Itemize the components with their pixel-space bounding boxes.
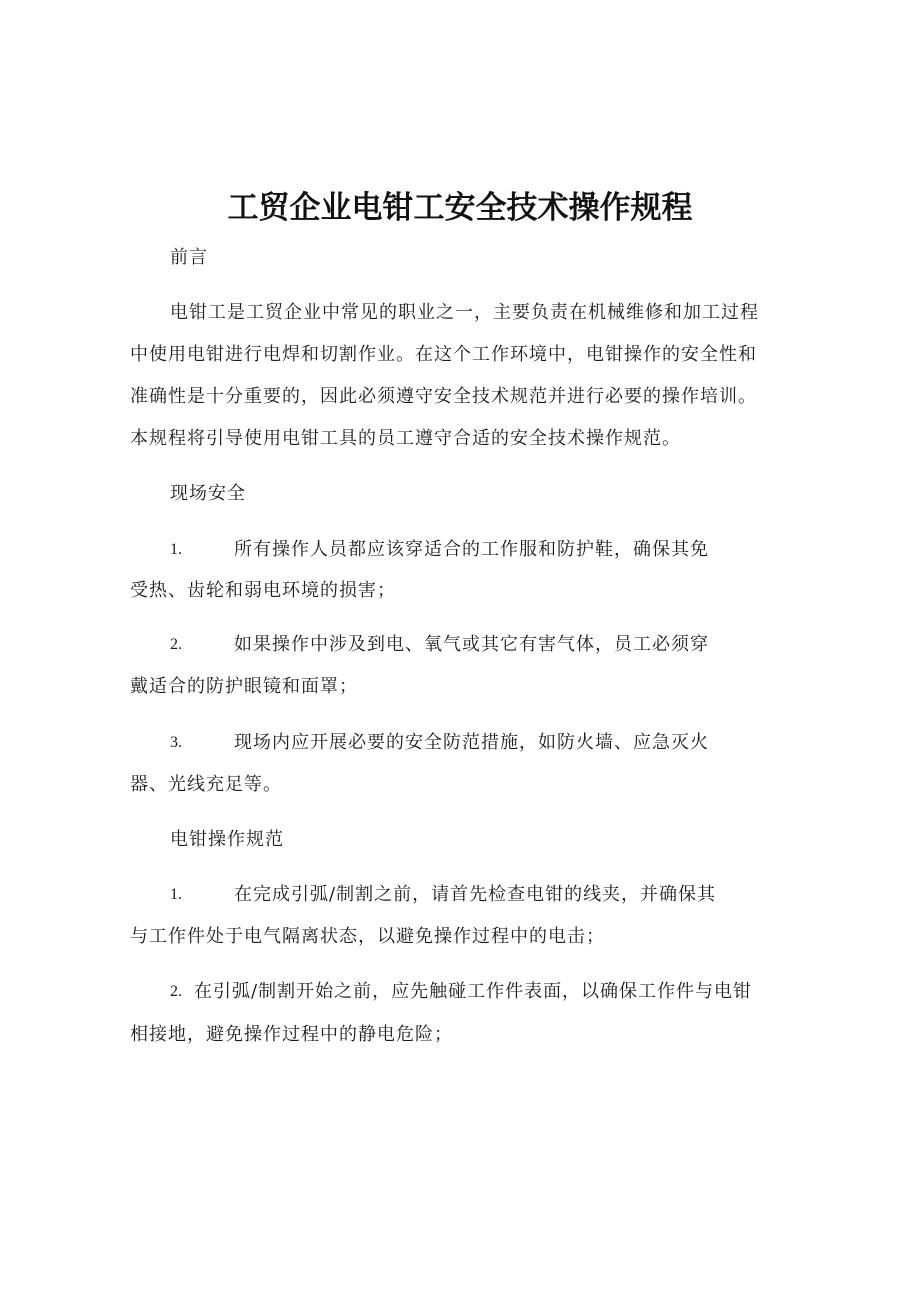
list-item-number: 1. [170,541,182,558]
list-item-text: 如果操作中涉及到电、氧气或其它有害气体，员工必须穿 [234,634,709,655]
list-item-text: 器、光线充足等。 [130,774,282,795]
list-item-number: 2. [170,983,182,1000]
list-item-text: 相接地，避免操作过程中的静电危险； [130,1024,453,1045]
preface-heading: 前言 [170,247,208,268]
list-item-text: 在引弧/制割开始之前，应先触碰工作件表面，以确保工作件与电钳 [194,981,753,1002]
operation-rules-heading: 电钳操作规范 [170,829,284,850]
page-title: 工贸企业电钳工安全技术操作规程 [227,190,693,226]
preface-line: 中使用电钳进行电焊和切割作业。在这个工作环境中，电钳操作的安全性和 [130,344,757,365]
list-item-text: 受热、齿轮和弱电环境的损害； [130,580,396,601]
list-item-number: 1. [170,886,182,903]
list-item-number: 2. [170,636,182,653]
list-item-number: 3. [170,734,182,751]
list-item-text: 与工作件处于电气隔离状态，以避免操作过程中的电击； [130,926,605,947]
preface-line: 本规程将引导使用电钳工具的员工遵守合适的安全技术操作规范。 [130,428,681,449]
preface-line: 电钳工是工贸企业中常见的职业之一，主要负责在机械维修和加工过程 [170,302,759,323]
list-item-text: 戴适合的防护眼镜和面罩； [130,676,358,697]
list-item-text: 现场内应开展必要的安全防范措施，如防火墙、应急灭火 [234,732,709,753]
site-safety-heading: 现场安全 [170,483,246,504]
preface-line: 准确性是十分重要的，因此必须遵守安全技术规范并进行必要的操作培训。 [130,386,757,407]
list-item-text: 所有操作人员都应该穿适合的工作服和防护鞋，确保其免 [234,539,709,560]
list-item-text: 在完成引弧/制割之前，请首先检查电钳的线夹，并确保其 [234,884,717,905]
